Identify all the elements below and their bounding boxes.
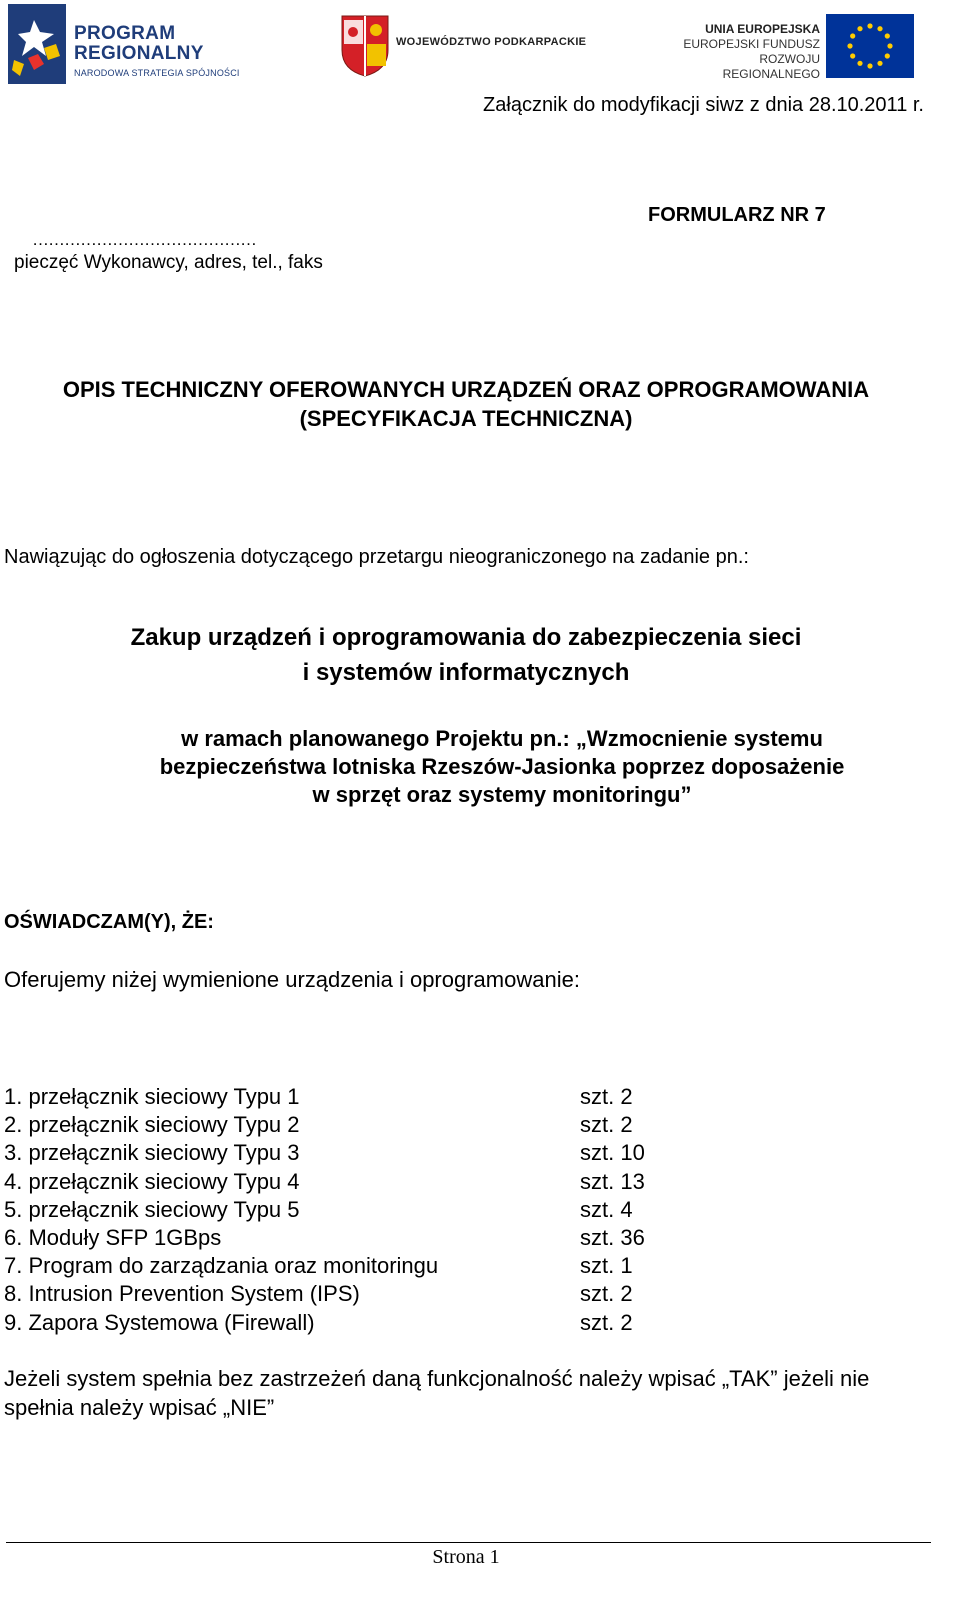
document-title-line-2: (SPECYFIKACJA TECHNICZNA) xyxy=(299,406,633,431)
list-item xyxy=(4,1111,704,1139)
list-item xyxy=(4,1139,704,1167)
item-quantity: szt. 2 xyxy=(580,1084,633,1109)
declaration-heading: OŚWIADCZAM(Y), ŻE: xyxy=(4,911,214,933)
list-item xyxy=(4,1168,704,1196)
item-name: 4. przełącznik sieciowy Typu 4 xyxy=(4,1168,300,1194)
list-item xyxy=(4,1280,704,1308)
form-number: FORMULARZ NR 7 xyxy=(648,204,826,226)
offer-intro: Oferujemy niżej wymienione urządzenia i oprogramowanie: xyxy=(4,967,580,992)
item-quantity: szt. 2 xyxy=(580,1309,633,1335)
footer-divider xyxy=(6,1542,931,1543)
subject-line-1: Zakup urządzeń i oprogramowania do zabezpieczenia sieci xyxy=(130,624,802,651)
unia-europejska-text: UNIA EUROPEJSKA EUROPEJSKI FUNDUSZ ROZWOJU REGIONALNEGO xyxy=(683,22,820,81)
item-quantity: szt. 10 xyxy=(580,1140,645,1166)
items-list xyxy=(4,1083,704,1337)
instruction-note: Jeżeli system spełnia bez zastrzeżeń daną funkcjonalność należy wpisać „TAK” jeżeli nie spełnia należy wpisać „NIE” xyxy=(4,1366,870,1420)
item-name: 2. przełącznik sieciowy Typu 2 xyxy=(4,1112,300,1138)
attachment-note: Załącznik do modyfikacji siwz z dnia 28.10.2011 r. xyxy=(483,94,924,116)
item-name: 1. przełącznik sieciowy Typu 1 xyxy=(4,1084,300,1109)
item-quantity: szt. 2 xyxy=(580,1281,633,1307)
unia-europejska-logo xyxy=(676,12,926,84)
program-regionalny-star-icon xyxy=(8,4,66,84)
list-item xyxy=(4,1083,704,1111)
list-item xyxy=(4,1196,704,1224)
eu-flag-icon xyxy=(826,14,914,78)
item-name: 9. Zapora Systemowa (Firewall) xyxy=(4,1309,315,1335)
wojewodztwo-name: WOJEWÓDZTWO PODKARPACKIE xyxy=(396,36,587,48)
subject-line-2: i systemów informatycznych xyxy=(302,659,630,686)
project-line-2: bezpieczeństwa lotniska Rzeszów-Jasionka poprzez doposażenie xyxy=(159,754,845,779)
program-regionalny-subtitle: NARODOWA STRATEGIA SPÓJNOŚCI xyxy=(74,68,240,78)
wojewodztwo-crest-icon xyxy=(340,14,390,78)
item-name: 5. przełącznik sieciowy Typu 5 xyxy=(4,1196,300,1222)
item-quantity: szt. 1 xyxy=(580,1253,633,1279)
program-regionalny-title: PROGRAM REGIONALNY xyxy=(74,23,204,64)
item-quantity: szt. 4 xyxy=(580,1196,633,1222)
intro-text: Nawiązując do ogłoszenia dotyczącego przetargu nieograniczonego na zadanie pn.: xyxy=(4,546,749,568)
item-name: 8. Intrusion Prevention System (IPS) xyxy=(4,1281,360,1307)
list-item xyxy=(4,1309,704,1337)
item-quantity: szt. 13 xyxy=(580,1168,645,1194)
list-item xyxy=(4,1224,704,1252)
item-quantity: szt. 2 xyxy=(580,1112,633,1138)
project-line-1: w ramach planowanego Projektu pn.: „Wzmocnienie systemu xyxy=(181,726,823,751)
page-number: Strona 1 xyxy=(432,1546,500,1568)
project-line-3: w sprzęt oraz systemy monitoringu” xyxy=(312,782,692,807)
item-name: 3. przełącznik sieciowy Typu 3 xyxy=(4,1140,300,1166)
stamp-dotted-line: …………………………………… xyxy=(32,230,256,249)
stamp-label: pieczęć Wykonawcy, adres, tel., faks xyxy=(14,252,323,273)
list-item xyxy=(4,1252,704,1280)
item-name: 7. Program do zarządzania oraz monitoringu xyxy=(4,1253,439,1279)
item-quantity: szt. 36 xyxy=(580,1224,645,1250)
document-title-line-1: OPIS TECHNICZNY OFEROWANYCH URZĄDZEŃ ORAZ OPROGRAMOWANIA xyxy=(62,377,870,402)
program-regionalny-logo xyxy=(8,4,248,84)
item-name: 6. Moduły SFP 1GBps xyxy=(4,1224,222,1250)
wojewodztwo-logo xyxy=(340,14,610,78)
